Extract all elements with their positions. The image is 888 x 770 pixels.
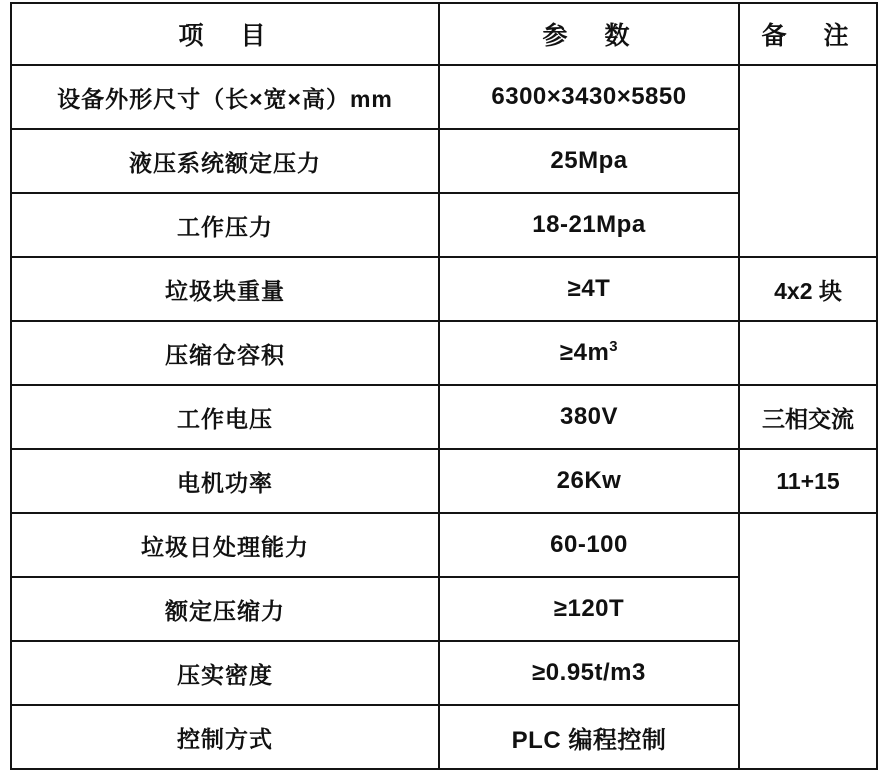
cell-item: 设备外形尺寸（长×宽×高）mm	[11, 65, 439, 129]
cell-note: 三相交流	[739, 385, 877, 449]
cell-param: $\ge 4m^3$	[439, 321, 739, 385]
cell-param: 60-100	[439, 513, 739, 577]
cell-item: 垃圾块重量	[11, 257, 439, 321]
cell-param: PLC 编程控制	[439, 705, 739, 769]
table-row	[11, 257, 877, 321]
cell-param: 6300×3430×5850	[439, 65, 739, 129]
cell-item: 额定压缩力	[11, 577, 439, 641]
table-row	[11, 65, 877, 129]
column-header-param: 参 数	[439, 3, 739, 65]
cell-item: 压实密度	[11, 641, 439, 705]
column-header-note: 备 注	[739, 3, 877, 65]
cell-param: 18-21Mpa	[439, 193, 739, 257]
cell-note	[739, 65, 877, 257]
column-header-item: 项 目	[11, 3, 439, 65]
cell-note	[739, 513, 877, 769]
table-header-row	[11, 3, 877, 65]
table-header	[11, 3, 877, 65]
cell-param: ≥120T	[439, 577, 739, 641]
cell-param: 26Kw	[439, 449, 739, 513]
cell-item: 工作电压	[11, 385, 439, 449]
cell-note: 11+15	[739, 449, 877, 513]
cell-param: ≥0.95t/m3	[439, 641, 739, 705]
cell-item: 控制方式	[11, 705, 439, 769]
cell-item: 压缩仓容积	[11, 321, 439, 385]
table-row	[11, 513, 877, 577]
cell-param: ≥4T	[439, 257, 739, 321]
cell-item: 工作压力	[11, 193, 439, 257]
cell-item: 液压系统额定压力	[11, 129, 439, 193]
cell-item: 垃圾日处理能力	[11, 513, 439, 577]
specification-table	[10, 2, 878, 770]
table-row	[11, 385, 877, 449]
table-body	[11, 65, 877, 769]
cell-param: 25Mpa	[439, 129, 739, 193]
table-row	[11, 449, 877, 513]
cell-item: 电机功率	[11, 449, 439, 513]
cell-param: 380V	[439, 385, 739, 449]
spec-sheet	[0, 2, 888, 754]
cell-note: 4x2 块	[739, 257, 877, 321]
cell-note	[739, 321, 877, 385]
table-row	[11, 321, 877, 385]
